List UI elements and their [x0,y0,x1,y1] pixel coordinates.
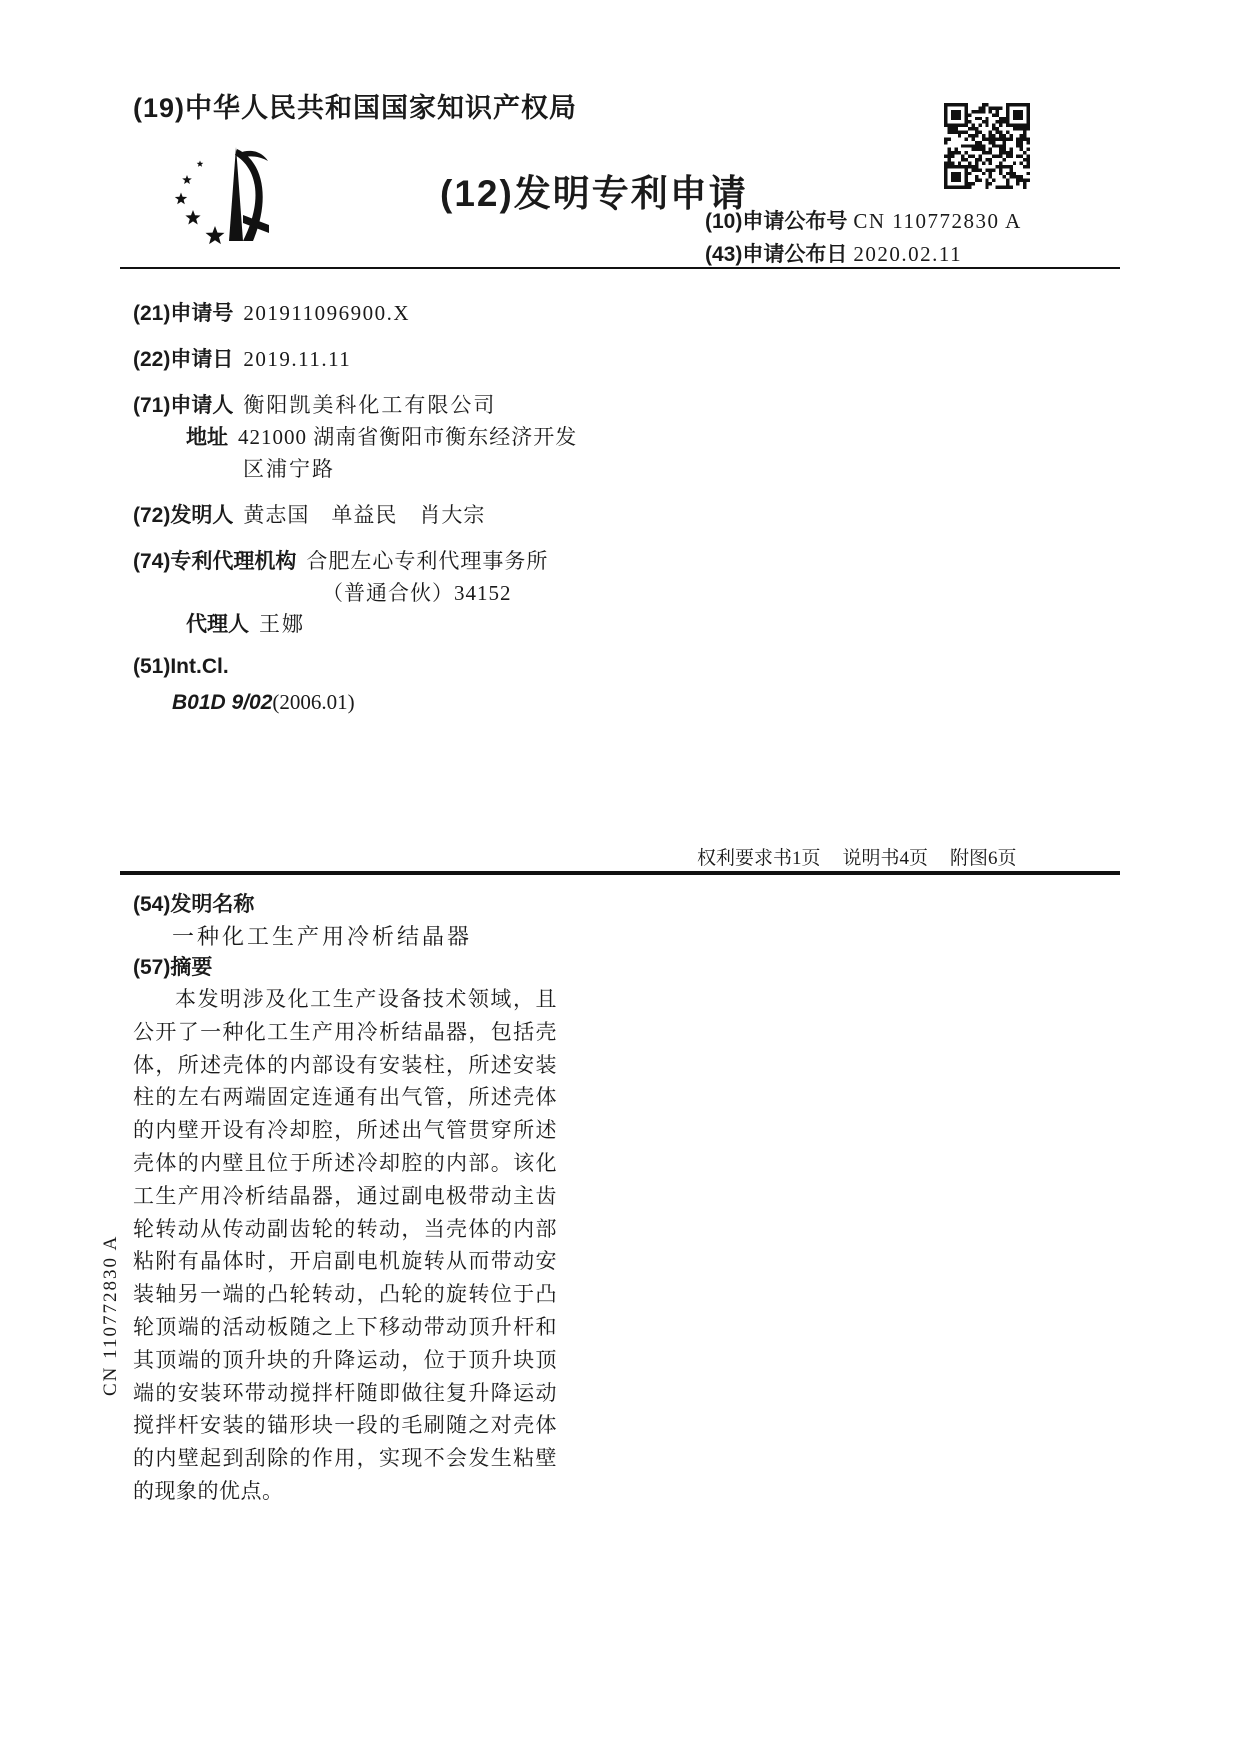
intcl-row [133,654,229,679]
section-divider-rule [120,871,1120,875]
applicant-row [133,389,496,419]
address-label: 地址 [186,426,228,449]
intcl-code-row [172,690,355,715]
address-value-line1: 421000 湖南省衡阳市衡东经济开发 [238,425,578,449]
applicant-label: (71)申请人 [133,394,234,417]
publication-number-label: (10)申请公布号 [705,210,848,233]
application-number-row [133,297,410,327]
agency-value: 合肥左心专利代理事务所 [306,549,549,573]
intcl-label: (51)Int.Cl. [133,655,229,678]
publication-block [705,205,1022,271]
application-date-value: 2019.11.11 [243,347,352,371]
publication-number-row [705,205,1022,238]
claims-pages: 权利要求书1页 [697,848,821,869]
application-number-value: 201911096900.X [243,301,410,325]
applicant-value: 衡阳凯美科化工有限公司 [243,393,497,417]
invention-title: 一种化工生产用冷析结晶器 [172,924,473,949]
address-row [186,421,577,451]
description-pages: 说明书4页 [842,848,929,869]
address-value-line2: 区浦宁路 [243,457,335,481]
application-date-label: (22)申请日 [133,348,234,371]
agent-label: 代理人 [186,613,249,636]
agency-label: (74)专利代理机构 [133,550,297,573]
application-number-label: (21)申请号 [133,302,234,325]
application-date-row [133,343,351,373]
header-divider-rule [120,267,1120,269]
document-type-title: (12)发明专利申请 [440,173,748,214]
figures-pages: 附图6页 [950,848,1017,869]
qr-code-icon [943,103,1031,189]
agency-row [133,545,548,575]
agent-value: 王娜 [259,612,305,636]
agency-row-line2 [322,577,512,607]
inventors-label: (72)发明人 [133,504,234,527]
patent-office-name: (19)中华人民共和国国家知识产权局 [133,93,578,123]
qr-code-svg [943,103,1031,189]
vertical-publication-code: CN 110772830 A [100,1234,121,1396]
publication-number-value: CN 110772830 A [853,209,1022,233]
abstract-text: 本发明涉及化工生产设备技术领域，且公开了一种化工生产用冷析结晶器，包括壳体，所述壳体的内部设有安装柱，所述安装柱的左右两端固定连通有出气管，所述壳体的内壁开设有冷却腔，所述出气管贯穿所述壳体的内壁且位于所述冷却腔的内部。该化工生产用冷析结晶器，通过副电极带动主齿轮转动从传动副齿轮的转动，当壳体的内部粘附有晶体时，开启副电机旋转从而带动安装轴另一端的凸轮转动，凸轮的旋转位于凸轮顶端的活动板随之上下移动带动顶升杆和其顶端的顶升块的升降运动，位于顶升块顶端的安装环带动搅拌杆随即做往复升降运动搅拌杆安装的锚形块一段的毛刷随之对壳体的内壁起到刮除的作用，实现不会发生粘壁的现象的优点。 [133,987,557,1503]
invention-title-label: (54)发明名称 [133,893,255,916]
cnipa-logo-icon [163,143,275,245]
abstract-label: (57)摘要 [133,956,213,979]
publication-date-label: (43)申请公布日 [705,243,848,266]
publication-date-value: 2020.02.11 [853,242,963,266]
agent-row [186,608,305,638]
address-row-line2 [243,453,335,483]
intcl-code-value: B01D 9/02 [172,691,273,714]
inventors-value: 黄志国 单益民 肖大宗 [243,503,486,527]
cnipa-logo-svg [163,143,275,245]
agency-value-line2: （普通合伙）34152 [322,581,512,605]
pages-summary-line [697,843,1017,870]
logo-stars [175,161,225,245]
inventors-row [133,499,485,529]
intcl-version-value: (2006.01) [272,690,355,714]
